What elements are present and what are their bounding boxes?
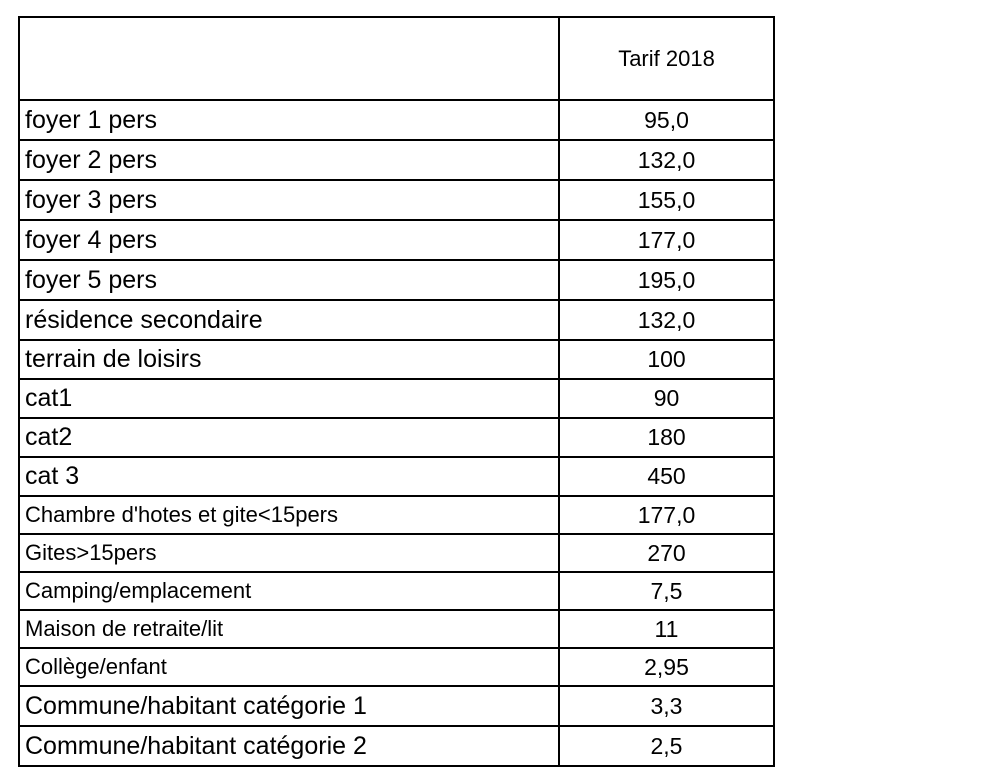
row-value: 177,0 [559, 220, 774, 260]
table-row [19, 572, 774, 610]
row-label: foyer 1 pers [19, 100, 559, 140]
row-value: 95,0 [559, 100, 774, 140]
row-value: 2,5 [559, 726, 774, 766]
table-row [19, 534, 774, 572]
row-label: cat2 [19, 418, 559, 457]
row-label: foyer 3 pers [19, 180, 559, 220]
table-row [19, 686, 774, 726]
row-value: 7,5 [559, 572, 774, 610]
row-label: cat 3 [19, 457, 559, 496]
row-value: 100 [559, 340, 774, 379]
table-row [19, 496, 774, 534]
row-label: Camping/emplacement [19, 572, 559, 610]
table-row [19, 418, 774, 457]
tariff-table [18, 16, 775, 767]
row-value: 180 [559, 418, 774, 457]
row-label: Maison de retraite/lit [19, 610, 559, 648]
row-label: Commune/habitant catégorie 1 [19, 686, 559, 726]
row-label: résidence secondaire [19, 300, 559, 340]
table-row [19, 648, 774, 686]
row-label: Gites>15pers [19, 534, 559, 572]
table-row [19, 180, 774, 220]
row-value: 3,3 [559, 686, 774, 726]
row-value: 177,0 [559, 496, 774, 534]
row-label: Chambre d'hotes et gite<15pers [19, 496, 559, 534]
row-value: 450 [559, 457, 774, 496]
row-label: foyer 5 pers [19, 260, 559, 300]
table-row [19, 220, 774, 260]
header-label-cell [19, 17, 559, 100]
row-value: 90 [559, 379, 774, 418]
row-label: foyer 4 pers [19, 220, 559, 260]
table-row [19, 726, 774, 766]
row-value: 11 [559, 610, 774, 648]
table-row [19, 300, 774, 340]
row-value: 155,0 [559, 180, 774, 220]
row-value: 132,0 [559, 140, 774, 180]
row-label: foyer 2 pers [19, 140, 559, 180]
table-row [19, 610, 774, 648]
table-row [19, 140, 774, 180]
row-label: terrain de loisirs [19, 340, 559, 379]
row-value: 2,95 [559, 648, 774, 686]
row-label: Collège/enfant [19, 648, 559, 686]
table-row [19, 457, 774, 496]
table-row [19, 340, 774, 379]
row-label: cat1 [19, 379, 559, 418]
table-header-row [19, 17, 774, 100]
row-label: Commune/habitant catégorie 2 [19, 726, 559, 766]
row-value: 270 [559, 534, 774, 572]
header-tariff-cell: Tarif 2018 [559, 17, 774, 100]
table-row [19, 100, 774, 140]
row-value: 132,0 [559, 300, 774, 340]
row-value: 195,0 [559, 260, 774, 300]
table-row [19, 260, 774, 300]
table-row [19, 379, 774, 418]
